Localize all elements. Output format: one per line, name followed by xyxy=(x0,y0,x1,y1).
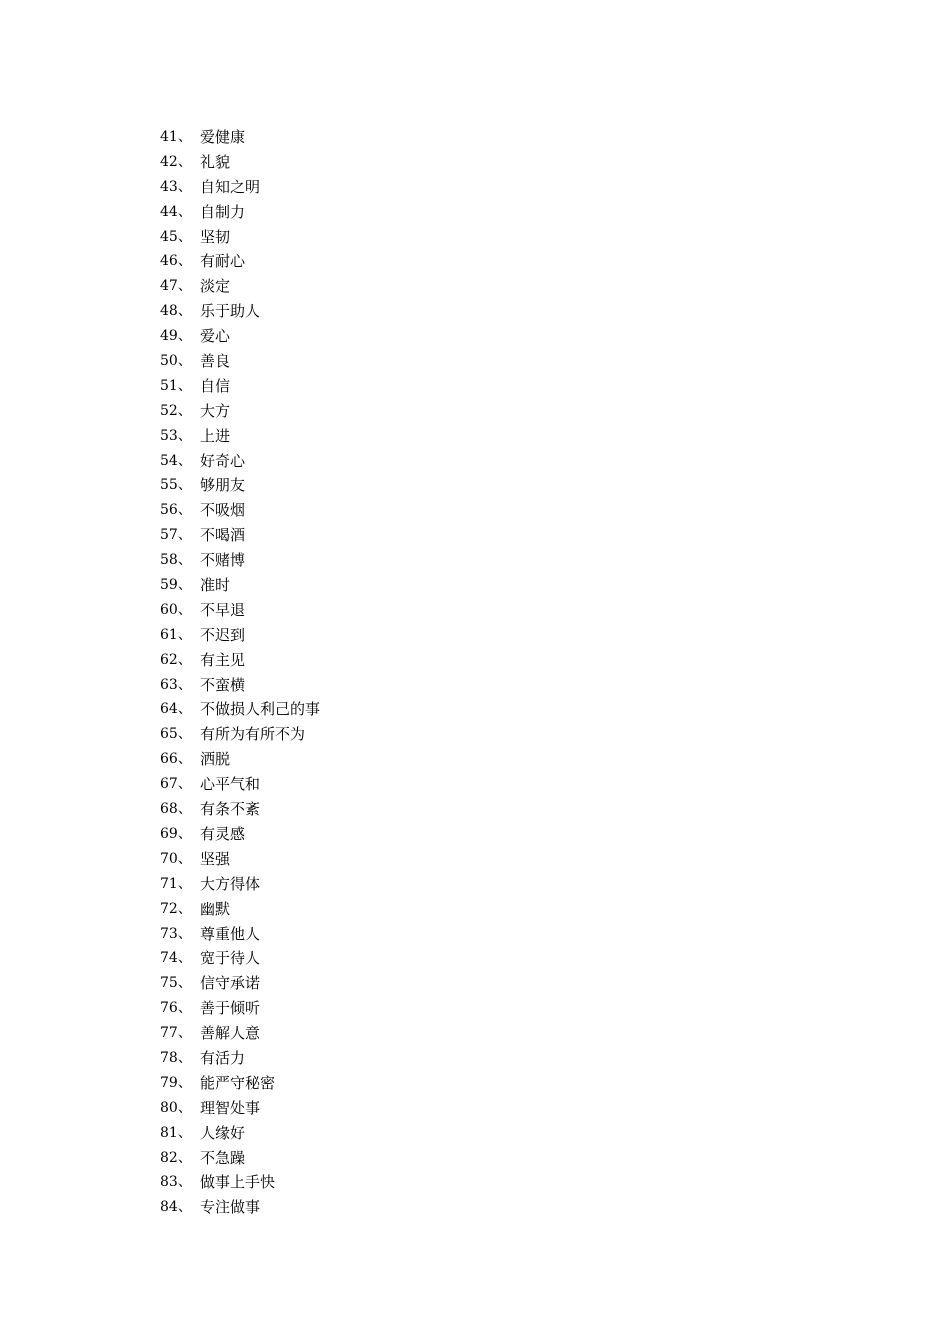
list-item xyxy=(160,872,320,897)
list-item xyxy=(160,996,320,1021)
list-item xyxy=(160,374,320,399)
list-item-number: 63、 xyxy=(160,676,192,693)
list-item-text: 幽默 xyxy=(200,899,231,918)
list-item-text: 淡定 xyxy=(200,277,231,296)
list-item-text: 专注做事 xyxy=(200,1198,261,1217)
list-item-number: 82、 xyxy=(160,1149,192,1166)
list-item xyxy=(160,946,320,971)
list-item xyxy=(160,697,320,722)
list-item-number: 61、 xyxy=(160,626,192,643)
list-item-text: 自信 xyxy=(200,376,231,395)
list-item-number: 65、 xyxy=(160,726,192,743)
list-item xyxy=(160,349,320,374)
list-item-text: 有主见 xyxy=(200,650,246,669)
list-item xyxy=(160,797,320,822)
list-item-number: 50、 xyxy=(160,353,192,370)
list-item xyxy=(160,548,320,573)
list-item-text: 心平气和 xyxy=(200,775,261,794)
list-item xyxy=(160,1071,320,1096)
list-item-text: 礼貌 xyxy=(200,152,231,171)
list-item xyxy=(160,299,320,324)
list-item-text: 不做损人利己的事 xyxy=(200,700,321,719)
list-item xyxy=(160,523,320,548)
list-item xyxy=(160,125,320,150)
list-item-number: 62、 xyxy=(160,651,192,668)
list-item xyxy=(160,1146,320,1171)
list-item-number: 83、 xyxy=(160,1174,192,1191)
list-item xyxy=(160,175,320,200)
list-item xyxy=(160,1046,320,1071)
list-item-number: 47、 xyxy=(160,278,192,295)
list-item-text: 不吸烟 xyxy=(200,501,246,520)
list-item-number: 79、 xyxy=(160,1074,192,1091)
list-item-text: 不早退 xyxy=(200,600,246,619)
list-item xyxy=(160,573,320,598)
list-item-number: 48、 xyxy=(160,303,192,320)
list-item xyxy=(160,1021,320,1046)
list-item-text: 善于倾听 xyxy=(200,999,261,1018)
list-item xyxy=(160,274,320,299)
list-item-text: 不急躁 xyxy=(200,1148,246,1167)
list-item xyxy=(160,200,320,225)
list-item xyxy=(160,498,320,523)
list-item-number: 52、 xyxy=(160,402,192,419)
list-item xyxy=(160,1096,320,1121)
list-item xyxy=(160,1121,320,1146)
list-item xyxy=(160,399,320,424)
list-item-text: 坚韧 xyxy=(200,227,231,246)
list-item xyxy=(160,922,320,947)
list-item-text: 爱健康 xyxy=(200,128,246,146)
list-item xyxy=(160,1170,320,1195)
list-item xyxy=(160,249,320,274)
list-item-number: 76、 xyxy=(160,1000,192,1017)
list-item-number: 49、 xyxy=(160,328,192,345)
list-item xyxy=(160,225,320,250)
list-item-number: 41、 xyxy=(160,129,192,145)
list-item-number: 81、 xyxy=(160,1124,192,1141)
list-item-number: 72、 xyxy=(160,900,192,917)
list-item xyxy=(160,324,320,349)
list-item xyxy=(160,673,320,698)
list-item-text: 有条不紊 xyxy=(200,800,261,819)
list-item xyxy=(160,1195,320,1220)
list-item-text: 乐于助人 xyxy=(200,302,261,321)
list-item-text: 做事上手快 xyxy=(200,1173,276,1192)
list-item-text: 坚强 xyxy=(200,849,231,868)
list-item-text: 善解人意 xyxy=(200,1024,261,1043)
list-item-text: 够朋友 xyxy=(200,476,246,495)
list-item-text: 善良 xyxy=(200,352,231,371)
list-item-text: 自知之明 xyxy=(200,177,261,196)
list-item-number: 57、 xyxy=(160,527,192,544)
list-item-number: 69、 xyxy=(160,825,192,842)
list-item-number: 59、 xyxy=(160,577,192,594)
list-item-number: 64、 xyxy=(160,701,192,718)
list-item xyxy=(160,598,320,623)
list-item-text: 人缘好 xyxy=(200,1123,246,1142)
list-item xyxy=(160,971,320,996)
list-item-text: 有所为有所不为 xyxy=(200,725,306,744)
list-item-number: 51、 xyxy=(160,377,192,394)
list-item xyxy=(160,623,320,648)
list-item-number: 68、 xyxy=(160,801,192,818)
list-item-text: 洒脱 xyxy=(200,750,231,769)
list-item-text: 准时 xyxy=(200,576,231,595)
list-item-number: 70、 xyxy=(160,850,192,867)
list-item-number: 54、 xyxy=(160,452,192,469)
list-item xyxy=(160,747,320,772)
list-item-number: 45、 xyxy=(160,228,192,245)
list-item-number: 53、 xyxy=(160,427,192,444)
list-item-number: 42、 xyxy=(160,153,192,170)
list-item xyxy=(160,473,320,498)
list-item-text: 理智处事 xyxy=(200,1098,261,1117)
list-item-number: 77、 xyxy=(160,1025,192,1042)
list-item-text: 尊重他人 xyxy=(200,924,261,943)
list-item-number: 66、 xyxy=(160,751,192,768)
list-item xyxy=(160,897,320,922)
list-item xyxy=(160,648,320,673)
list-item-number: 84、 xyxy=(160,1199,192,1216)
list-item-number: 46、 xyxy=(160,253,192,270)
list-item-text: 有灵感 xyxy=(200,824,246,843)
list-item-number: 80、 xyxy=(160,1099,192,1116)
list-item-text: 有耐心 xyxy=(200,252,246,271)
list-item-text: 大方得体 xyxy=(200,874,261,893)
list-item-number: 60、 xyxy=(160,601,192,618)
list-item-number: 75、 xyxy=(160,975,192,992)
list-item xyxy=(160,847,320,872)
list-item-text: 有活力 xyxy=(200,1048,246,1067)
list-item-text: 好奇心 xyxy=(200,451,246,470)
list-item-text: 爱心 xyxy=(200,327,231,346)
list-item-text: 能严守秘密 xyxy=(200,1073,276,1092)
list-item-text: 不赌博 xyxy=(200,551,246,570)
list-item-text: 宽于待人 xyxy=(200,949,261,968)
list-item xyxy=(160,722,320,747)
list-item-number: 55、 xyxy=(160,477,192,494)
list-item-number: 56、 xyxy=(160,502,192,519)
list-item-number: 78、 xyxy=(160,1049,192,1066)
list-item xyxy=(160,424,320,449)
list-item-text: 不迟到 xyxy=(200,625,246,644)
list-item xyxy=(160,449,320,474)
list-item-number: 58、 xyxy=(160,552,192,569)
list-item-number: 74、 xyxy=(160,950,192,967)
list-item-text: 不蛮横 xyxy=(200,675,246,694)
list-item-number: 67、 xyxy=(160,776,192,793)
list-item-text: 信守承诺 xyxy=(200,974,261,993)
list-item xyxy=(160,772,320,797)
list-item-text: 大方 xyxy=(200,401,231,420)
list-item-number: 43、 xyxy=(160,178,192,195)
list-item-text: 自制力 xyxy=(200,202,246,221)
list-item xyxy=(160,150,320,175)
list-item-text: 不喝酒 xyxy=(200,526,246,545)
list-item xyxy=(160,822,320,847)
list-item-text: 上进 xyxy=(200,426,231,445)
numbered-list xyxy=(160,125,320,1220)
list-item-number: 44、 xyxy=(160,203,192,220)
list-item-number: 73、 xyxy=(160,925,192,942)
list-item-number: 71、 xyxy=(160,875,192,892)
